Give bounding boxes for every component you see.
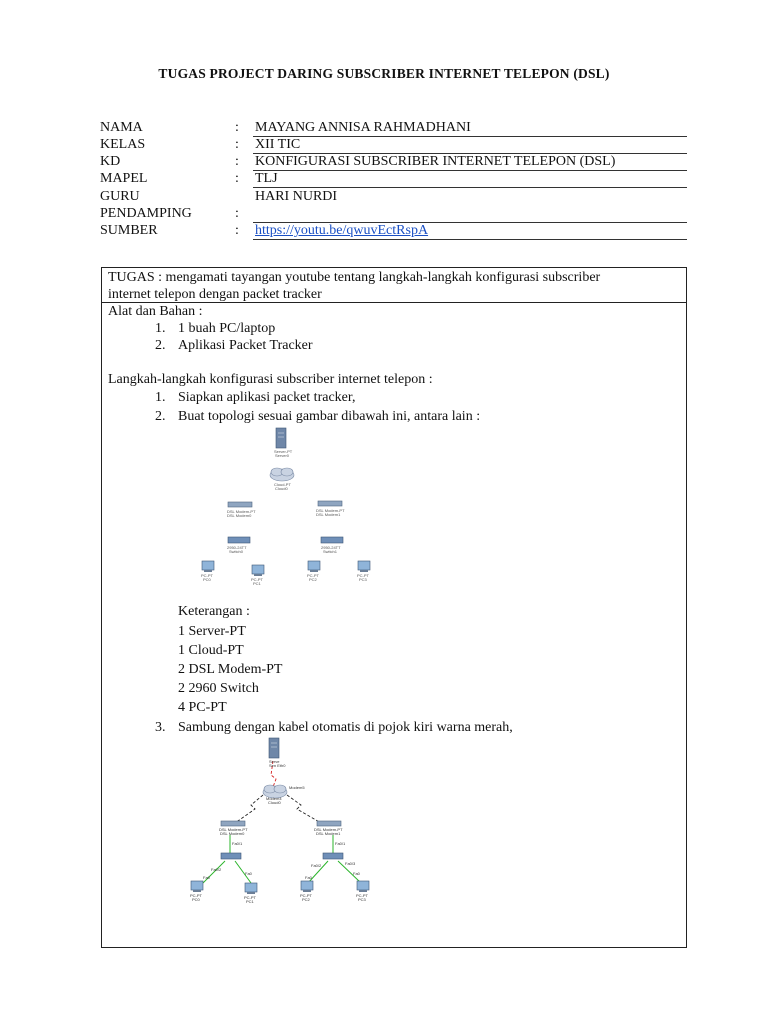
pc-icon xyxy=(191,881,203,892)
node-label: PC-PT xyxy=(201,573,213,578)
node-label: Cloud0 xyxy=(268,800,281,805)
node-label: PC0 xyxy=(192,897,200,902)
node-label: PC-PT xyxy=(244,895,256,900)
info-underline xyxy=(253,136,687,137)
node-label: PC-PT xyxy=(190,893,202,898)
node-label: DSL Modem1 xyxy=(316,831,341,836)
node-label: PC-PT xyxy=(251,577,263,582)
node-label: DSL Modem-PT xyxy=(316,508,345,513)
document-title: TUGAS PROJECT DARING SUBSCRIBER INTERNET TELEPON (DSL) xyxy=(158,66,610,81)
topology-diagram-2 xyxy=(183,735,395,907)
info-label: SUMBER xyxy=(100,223,158,238)
list-number: 1. xyxy=(155,390,166,405)
node-label: Cloud0 xyxy=(275,486,288,491)
node-label: PC2 xyxy=(309,577,317,582)
node-label: Modem4 xyxy=(266,796,282,801)
node-label: PC1 xyxy=(253,581,261,586)
source-link[interactable]: https://youtu.be/qwuvEctRspA xyxy=(255,223,429,238)
pc-icon xyxy=(357,881,369,892)
node-label: DSL Modem1 xyxy=(316,512,341,517)
switch-icon xyxy=(323,853,343,859)
pc-icon xyxy=(358,561,370,572)
server-icon xyxy=(269,738,279,758)
node-label: Switch1 xyxy=(323,549,338,554)
step-item: Siapkan aplikasi packet tracker, xyxy=(178,390,356,405)
node-label: PC-PT xyxy=(357,573,369,578)
info-value-kelas: XII TIC xyxy=(255,137,301,152)
materials-heading: Alat dan Bahan : xyxy=(108,304,203,319)
node-label: Server-PT xyxy=(274,449,293,454)
info-underline xyxy=(253,170,687,171)
node-label: 2950-24TT xyxy=(227,545,247,550)
node-label: PC1 xyxy=(246,899,254,904)
switch-icon xyxy=(221,853,241,859)
info-value-nama: MAYANG ANNISA RAHMADHANI xyxy=(255,120,471,135)
info-label: PENDAMPING xyxy=(100,206,192,221)
port-label: Fa0 xyxy=(353,871,360,876)
node-label: Serve xyxy=(269,759,280,764)
port-label: Fa0 xyxy=(245,871,252,876)
topology-svg-2 xyxy=(183,735,395,907)
info-label: KD xyxy=(100,154,121,169)
pc-icon xyxy=(252,565,264,576)
node-label: Cloud-PT xyxy=(274,482,291,487)
node-label: DSL Modem-PT xyxy=(314,827,343,832)
info-value-mapel: TLJ xyxy=(255,171,278,186)
node-label: PC3 xyxy=(358,897,366,902)
port-label: Fa0/2 xyxy=(211,867,222,872)
info-colon: : xyxy=(235,154,239,169)
info-label: GURU xyxy=(100,189,140,204)
node-label: DSL Modem-PT xyxy=(219,827,248,832)
topology-diagram-1 xyxy=(184,425,406,597)
list-number: 2. xyxy=(155,338,166,353)
materials-item: Aplikasi Packet Tracker xyxy=(178,338,313,353)
pc-icon xyxy=(308,561,320,572)
task-line-2: internet telepon dengan packet tracker xyxy=(108,287,322,302)
info-colon: : xyxy=(235,206,239,221)
list-number: 1. xyxy=(155,321,166,336)
node-label: DSL Modem0 xyxy=(227,513,252,518)
step-item: Buat topologi sesuai gambar dibawah ini, antara lain : xyxy=(178,409,481,424)
switch-icon xyxy=(228,537,250,543)
port-label: Fa0/2 xyxy=(311,863,322,868)
legend-item: 4 PC-PT xyxy=(178,700,227,715)
dsl-modem-icon xyxy=(228,502,252,507)
node-label: PC-PT xyxy=(300,893,312,898)
task-line-1: TUGAS : mengamati tayangan youtube tentang langkah-langkah konfigurasi subscriber xyxy=(108,270,601,285)
legend-item: 1 Cloud-PT xyxy=(178,643,244,658)
port-label: Fa0 xyxy=(305,875,312,880)
steps-heading: Langkah-langkah konfigurasi subscriber internet telepon : xyxy=(108,372,433,387)
dsl-modem-icon xyxy=(317,821,341,826)
legend-item: 2 2960 Switch xyxy=(178,681,259,696)
node-label: Server0 xyxy=(275,453,290,458)
list-number: 3. xyxy=(155,720,166,735)
list-number: 2. xyxy=(155,409,166,424)
pc-icon xyxy=(202,561,214,572)
port-label: Fa0 xyxy=(203,875,210,880)
info-label: KELAS xyxy=(100,137,146,152)
node-label: PC2 xyxy=(302,897,310,902)
node-label: DSL Modem-PT xyxy=(227,509,256,514)
server-icon xyxy=(276,428,286,448)
dsl-modem-icon xyxy=(318,501,342,506)
port-label: Fa0/1 xyxy=(335,841,346,846)
info-value-guru: HARI NURDI xyxy=(255,189,338,204)
node-label: PC3 xyxy=(359,577,367,582)
pc-icon xyxy=(301,881,313,892)
legend-heading: Keterangan : xyxy=(178,604,250,619)
node-label: 2950-24TT xyxy=(321,545,341,550)
port-label: Fa0/1 xyxy=(232,841,243,846)
info-colon: : xyxy=(235,137,239,152)
info-colon: : xyxy=(235,223,239,238)
topology-svg-1 xyxy=(184,425,406,597)
cloud-icon xyxy=(270,468,294,481)
info-colon: : xyxy=(235,120,239,135)
info-underline xyxy=(253,239,687,240)
dsl-modem-icon xyxy=(221,821,245,826)
port-label: Fa0/3 xyxy=(345,861,356,866)
info-label: NAMA xyxy=(100,120,143,135)
node-label: PC-PT xyxy=(307,573,319,578)
switch-icon xyxy=(321,537,343,543)
legend-item: 2 DSL Modem-PT xyxy=(178,662,283,677)
node-label: Switch0 xyxy=(229,549,244,554)
node-label: PC0 xyxy=(203,577,211,582)
materials-item: 1 buah PC/laptop xyxy=(178,321,276,336)
pc-icon xyxy=(245,883,257,894)
node-label: PC-PT xyxy=(356,893,368,898)
info-value-kd: KONFIGURASI SUBSCRIBER INTERNET TELEPON (DSL) xyxy=(255,154,616,169)
node-label: Modem5 xyxy=(289,785,305,790)
step-item: Sambung dengan kabel otomatis di pojok kiri warna merah, xyxy=(178,720,513,735)
legend-item: 1 Server-PT xyxy=(178,624,246,639)
node-label: Sen Eth0 xyxy=(269,763,286,768)
info-colon: : xyxy=(235,171,239,186)
info-label: MAPEL xyxy=(100,171,148,186)
node-label: DSL Modem0 xyxy=(220,831,245,836)
